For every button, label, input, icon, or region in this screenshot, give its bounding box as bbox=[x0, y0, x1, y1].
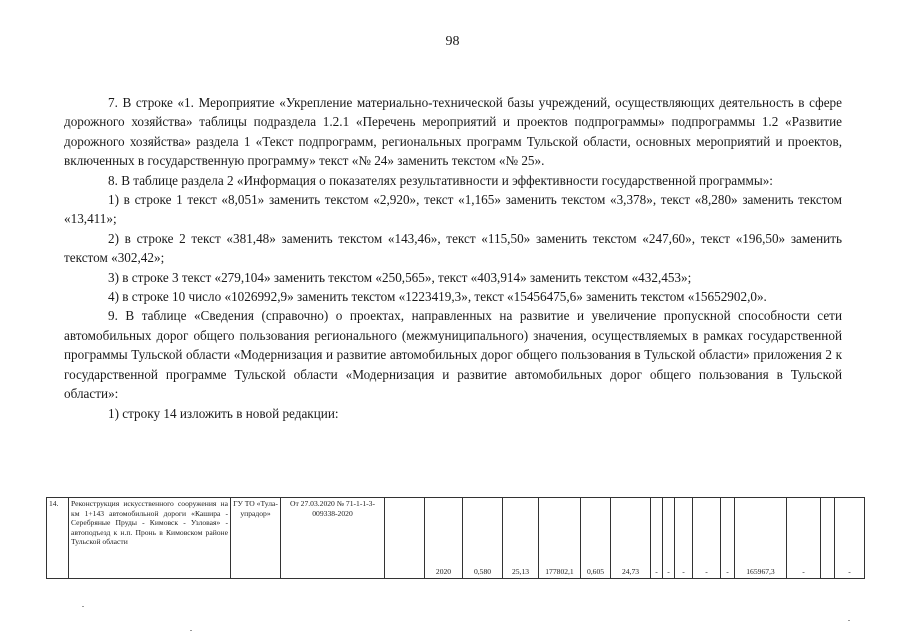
dash-cell: - bbox=[675, 498, 693, 579]
dash-cell: - bbox=[651, 498, 663, 579]
table-row bbox=[47, 498, 865, 579]
dash-cell: - bbox=[663, 498, 675, 579]
paragraph-8-4: 4) в строке 10 число «1026992,9» заменить текстом «1223419,3», текст «15456475,6» заменить текстом «15652902,0». bbox=[108, 289, 767, 305]
year-cell: 2020 bbox=[425, 498, 463, 579]
empty-cell bbox=[821, 498, 835, 579]
page-number: 98 bbox=[445, 34, 460, 49]
paragraph-8: 8. В таблице раздела 2 «Информация о показателях результативности и эффективности государственной программы»: bbox=[108, 172, 773, 188]
dash-cell: - bbox=[835, 498, 865, 579]
scan-speck bbox=[190, 630, 192, 631]
row-number-cell: 14. bbox=[47, 498, 69, 579]
contract-cell: От 27.03.2020 № 71-1-1-3-009338-2020 bbox=[281, 498, 385, 579]
scan-speck bbox=[848, 620, 850, 621]
value-cell: 0,580 bbox=[463, 498, 503, 579]
paragraph-7: 7. В строке «1. Мероприятие «Укрепление материально-технической базы учреждений, осуществляющих деятельность в сфере дорожного хозяйства» таблицы подраздела 1.2.1 «Перечень мероприятий и проектов подпрограммы» подпрограммы 1.2 «Развитие дорожного хозяйства» раздела 1 «Текст подпрограмм, региональных программ Тульской области, основных мероприятий и проектов, включенных в государственную программу» текст «№ 24» заменить текстом «№ 25». bbox=[64, 95, 842, 169]
dash-cell: - bbox=[721, 498, 735, 579]
scan-speck bbox=[82, 606, 84, 607]
paragraph-9-1: 1) строку 14 изложить в новой редакции: bbox=[108, 405, 339, 421]
dash-cell: - bbox=[693, 498, 721, 579]
document-body bbox=[64, 93, 842, 423]
value-cell: 24,73 bbox=[611, 498, 651, 579]
paragraph-9: 9. В таблице «Сведения (справочно) о проектах, направленных на развитие и увеличение пропускной способности сети автомобильных дорог общего пользования регионального (межмуниципального) значения, осуществляемых в рамках государственной программы Тульской области «Модернизация и развитие автомобильных дорог общего пользования в Тульской области» приложения 2 к государственной программе Тульской области «Модернизация и развитие автомобильных дорог общего пользования в Тульской области»: bbox=[64, 308, 842, 402]
paragraph-8-1: 1) в строке 1 текст «8,051» заменить текстом «2,920», текст «1,165» заменить текстом «3,378», текст «8,280» заменить текстом «13,411»; bbox=[64, 192, 842, 227]
paragraph-8-3: 3) в строке 3 текст «279,104» заменить текстом «250,565», текст «403,914» заменить текстом «432,453»; bbox=[108, 269, 692, 285]
value-cell: 177802,1 bbox=[539, 498, 581, 579]
value-cell: 0,605 bbox=[581, 498, 611, 579]
value-cell: 25,13 bbox=[503, 498, 539, 579]
project-description-cell: Реконструкция искусственного сооружения на км 1+143 автомобильной дороги «Кашира - Серебряные Пруды - Кимовск - Узловая» - автоподъезд к н.п. Пронь в Кимовском районе Тульской области bbox=[69, 498, 231, 579]
customer-cell: ГУ ТО «Тула-упрадор» bbox=[231, 498, 281, 579]
paragraph-8-2: 2) в строке 2 текст «381,48» заменить текстом «143,46», текст «115,50» заменить текстом «247,60», текст «196,50» заменить текстом «302,42»; bbox=[64, 230, 842, 266]
amendment-table bbox=[46, 497, 865, 579]
dash-cell: - bbox=[787, 498, 821, 579]
value-cell: 165967,3 bbox=[735, 498, 787, 579]
empty-cell bbox=[385, 498, 425, 579]
